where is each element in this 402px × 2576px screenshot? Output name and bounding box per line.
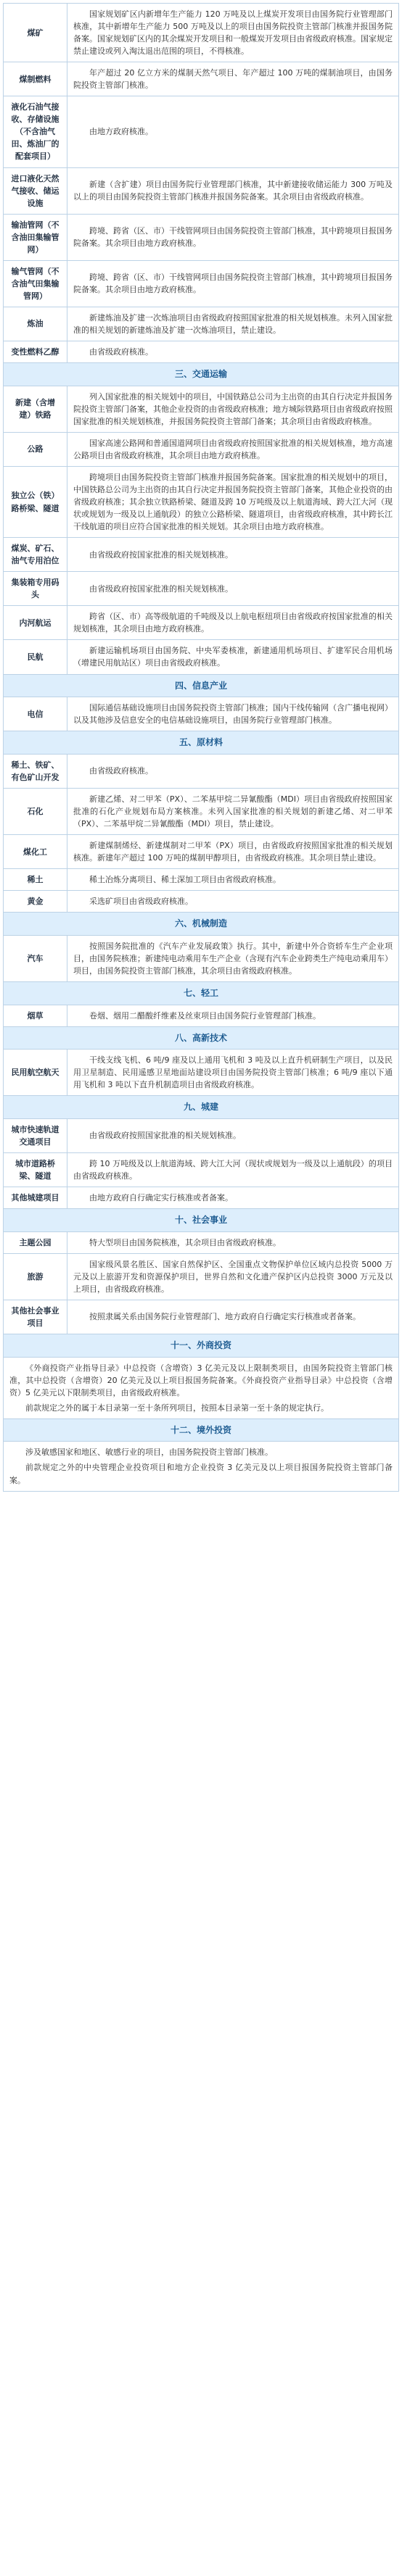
- item-name: 稀土、铁矿、有色矿山开发: [4, 754, 67, 788]
- rule-paragraph: 由省级政府核准。: [89, 766, 153, 776]
- section-note-row: [4, 1357, 399, 1418]
- item-name: 电信: [4, 697, 67, 731]
- item-rule: [67, 1187, 399, 1209]
- section-row: [4, 1418, 399, 1442]
- item-rule: [67, 606, 399, 640]
- item-rule: [67, 466, 399, 537]
- rule-paragraph: 新建炼油及扩建一次炼油项目由省级政府按照国家批准的相关规划核准。未列入国家批准的相关规划的新建炼油及扩建一次炼油项目，禁止建设。: [73, 312, 393, 335]
- item-rule: [67, 891, 399, 913]
- item-rule: [67, 1118, 399, 1152]
- item-rule: [67, 1050, 399, 1096]
- table-row: [4, 62, 399, 96]
- section-row: [4, 913, 399, 936]
- table-row: [4, 1050, 399, 1096]
- rule-paragraph: 前款规定之外的属于本目录第一至十条所列项目，按照本目录第一至十条的规定执行。: [25, 1403, 329, 1413]
- item-name: 输油管网（不含油田集输管网）: [4, 214, 67, 260]
- item-rule: [67, 754, 399, 788]
- rule-paragraph: 由省级政府按国家批准的相关规划核准。: [89, 583, 233, 594]
- catalog-document: [3, 3, 399, 1492]
- table-row: [4, 386, 399, 432]
- item-name: 液化石油气接收、存储设施（不含油气田、炼油厂的配套项目）: [4, 96, 67, 167]
- section-heading: 八、高新技术: [4, 1026, 399, 1050]
- table-row: [4, 432, 399, 466]
- item-rule: [67, 640, 399, 674]
- table-row: [4, 1005, 399, 1026]
- table-row: [4, 697, 399, 731]
- table-row: [4, 341, 399, 363]
- item-rule: [67, 697, 399, 731]
- table-row: [4, 788, 399, 834]
- section-heading: 三、交通运输: [4, 363, 399, 386]
- table-row: [4, 572, 399, 606]
- rule-paragraph: 国家级风景名胜区、国家自然保护区、全国重点文物保护单位区域内总投资 5000 万元及以上旅游开发和资源保护项目，世界自然和文化遗产保护区内总投资 3000 万元及以上项目，由省级政府核准。: [73, 1259, 393, 1294]
- table-row: [4, 260, 399, 307]
- item-name: 黄金: [4, 891, 67, 913]
- section-heading: 十、社会事业: [4, 1209, 399, 1232]
- item-name: 公路: [4, 432, 67, 466]
- item-rule: [67, 341, 399, 363]
- item-rule: [67, 307, 399, 341]
- item-name: 民用航空航天: [4, 1050, 67, 1096]
- rule-paragraph: 按照隶属关系由国务院行业管理部门、地方政府自行确定实行核准或者备案。: [89, 1312, 361, 1322]
- rule-paragraph: 由地方政府核准。: [89, 127, 153, 137]
- rule-paragraph: 列入国家批准的相关规划中的项目，中国铁路总公司为主出资的由其自行决定并报国务院投资主管部门备案，其他企业投资的由省级政府核准；地方城际铁路项目由省级政府按照国家批准的相关规划核准，并报国务院投资主管部门备案；其余项目由省级政府核准。: [73, 391, 393, 426]
- table-row: [4, 1253, 399, 1300]
- item-rule: [67, 1153, 399, 1187]
- item-rule: [67, 935, 399, 981]
- rule-paragraph: 跨境、跨省（区、市）干线管网项目由国务院投资主管部门核准，其中跨境项目报国务院备案。其余项目由地方政府核准。: [73, 226, 393, 249]
- table-row: [4, 1118, 399, 1152]
- item-name: 集装箱专用码头: [4, 572, 67, 606]
- section-row: [4, 1026, 399, 1050]
- rule-paragraph: 年产超过 20 亿立方米的煤制天然气项目、年产超过 100 万吨的煤制油项目，由国务院投资主管部门核准。: [73, 68, 393, 91]
- item-name: 独立公（铁）路桥梁、隧道: [4, 466, 67, 537]
- item-name: 煤制燃料: [4, 62, 67, 96]
- rule-paragraph: 由省级政府核准。: [89, 347, 153, 357]
- rule-paragraph: 新建运输机场项目由国务院、中央军委核准，新建通用机场项目、扩建军民合用机场（增建民用航站区）项目由省级政府核准。: [73, 646, 393, 668]
- rule-paragraph: 国家规划矿区内新增年生产能力 120 万吨及以上煤炭开发项目由国务院行业管理部门核准，其中新增年生产能力 500 万吨及以上的项目由国务院投资主管部门核准并报国务院备案。国家规划矿区内的其余煤炭开发项目和一般煤炭开发项目由省级政府核准。国家规定禁止建设或列入淘汰退出范围的项目，不得核准。: [73, 9, 393, 57]
- item-rule: [67, 1231, 399, 1253]
- section-heading: 六、机械制造: [4, 913, 399, 936]
- item-rule: [67, 167, 399, 214]
- item-name: 稀土: [4, 869, 67, 891]
- rule-paragraph: 新建煤制烯烃、新建煤制对二甲苯（PX）项目，由省级政府按照国家批准的相关规划核准。新建年产超过 100 万吨的煤制甲醇项目，由省级政府核准。其余项目禁止建设。: [73, 841, 393, 863]
- section-heading: 四、信息产业: [4, 674, 399, 697]
- section-heading: 十一、外商投资: [4, 1334, 399, 1358]
- catalog-table: [3, 3, 399, 1492]
- table-row: [4, 835, 399, 869]
- table-row: [4, 96, 399, 167]
- rule-paragraph: 跨省（区、市）高等级航道的千吨级及以上航电枢纽项目由省级政府按国家批准的相关规划核准，其余项目由地方政府核准。: [73, 612, 393, 634]
- section-heading: 七、轻工: [4, 981, 399, 1005]
- rule-paragraph: 国家高速公路网和普通国道网项目由省级政府按照国家批准的相关规划核准，地方高速公路项目由省级政府核准，其余项目由地方政府核准。: [73, 438, 393, 460]
- table-row: [4, 1300, 399, 1334]
- section-note-row: [4, 1442, 399, 1491]
- rule-paragraph: 跨境项目由国务院投资主管部门核准并报国务院备案。国家批准的相关规划中的项目，中国铁路总公司为主出资的由其自行决定并报国务院投资主管部门备案，其他企业投资的由省级政府核准；其余独立铁路桥梁、隧道及跨 10 万吨级及以上航道海域、跨大江大河（现状或规划为一级及以上通航段）的独立公路桥梁、隧道项目，由省级政府核准，其中跨长江干线航道的项目应符合国家批准的相关规划。其余项目由地方政府核准。: [73, 472, 393, 532]
- item-rule: [67, 572, 399, 606]
- item-name: 其他社会事业项目: [4, 1300, 67, 1334]
- section-row: [4, 1096, 399, 1119]
- item-name: 城市道路桥梁、隧道: [4, 1153, 67, 1187]
- item-rule: [67, 1005, 399, 1026]
- table-row: [4, 214, 399, 260]
- item-name: 煤化工: [4, 835, 67, 869]
- item-rule: [67, 788, 399, 834]
- item-name: 变性燃料乙醇: [4, 341, 67, 363]
- rule-paragraph: 新建乙烯、对二甲苯（PX）、二苯基甲烷二异氰酸酯（MDI）项目由省级政府按照国家批准的石化产业规划布局方案核准。未列入国家批准的相关规划的新建乙烯、对二甲苯（PX）、二苯基甲烷二异氰酸酯（MDI）项目，禁止建设。: [73, 794, 393, 828]
- item-rule: [67, 386, 399, 432]
- section-row: [4, 731, 399, 755]
- table-row: [4, 606, 399, 640]
- item-rule: [67, 1253, 399, 1300]
- item-name: 主题公园: [4, 1231, 67, 1253]
- table-row: [4, 167, 399, 214]
- table-row: [4, 640, 399, 674]
- section-row: [4, 674, 399, 697]
- item-name: 旅游: [4, 1253, 67, 1300]
- table-row: [4, 869, 399, 891]
- rule-paragraph: 卷烟、烟用二醋酸纤维素及丝束项目由国务院行业管理部门核准。: [89, 1010, 321, 1021]
- section-row: [4, 981, 399, 1005]
- table-row: [4, 754, 399, 788]
- rule-paragraph: 由省级政府按国家批准的相关规划核准。: [89, 549, 233, 560]
- item-name: 进口液化天然气接收、储运设施: [4, 167, 67, 214]
- rule-paragraph: 新建（含扩建）项目由国务院行业管理部门核准，其中新建接收储运能力 300 万吨及以上的项目由国务院投资主管部门核准并报国务院备案。其余项目由省级政府核准。: [73, 180, 393, 202]
- item-rule: [67, 432, 399, 466]
- rule-paragraph: 前款规定之外的中央管理企业投资项目和地方企业投资 3 亿美元及以上项目报国务院投资主管部门备案。: [9, 1463, 393, 1485]
- item-rule: [67, 869, 399, 891]
- item-rule: [67, 538, 399, 572]
- item-name: 煤炭、矿石、油气专用泊位: [4, 538, 67, 572]
- table-row: [4, 1187, 399, 1209]
- item-name: 新建（含增建）铁路: [4, 386, 67, 432]
- rule-paragraph: 按照国务院批准的《汽车产业发展政策》执行。其中，新建中外合资轿车生产企业项目，由国务院核准；新建纯电动乘用车生产企业（含现有汽车企业跨类生产纯电动乘用车）项目，由国务院投资主管部门核准，其余项目由省级政府核准。: [73, 941, 393, 976]
- table-row: [4, 1231, 399, 1253]
- catalog-table-body: [4, 4, 399, 1492]
- item-rule: [67, 96, 399, 167]
- item-name: 城市快速轨道交通项目: [4, 1118, 67, 1152]
- item-rule: [67, 1300, 399, 1334]
- item-name: 内河航运: [4, 606, 67, 640]
- section-heading: 十二、境外投资: [4, 1418, 399, 1442]
- section-note: [4, 1442, 399, 1491]
- item-name: 民航: [4, 640, 67, 674]
- table-row: [4, 466, 399, 537]
- item-name: 其他城建项目: [4, 1187, 67, 1209]
- rule-paragraph: 涉及敏感国家和地区、敏感行业的项目，由国务院投资主管部门核准。: [25, 1447, 273, 1458]
- item-name: 煤矿: [4, 4, 67, 62]
- item-name: 汽车: [4, 935, 67, 981]
- rule-paragraph: 稀土冶炼分离项目、稀土深加工项目由省级政府核准。: [89, 875, 281, 885]
- table-row: [4, 891, 399, 913]
- table-row: [4, 1153, 399, 1187]
- item-rule: [67, 260, 399, 307]
- rule-paragraph: 由省级政府按照国家批准的相关规划核准。: [89, 1131, 241, 1141]
- rule-paragraph: 采选矿项目由省级政府核准。: [89, 897, 193, 907]
- item-name: 输气管网（不含油气田集输管网）: [4, 260, 67, 307]
- rule-paragraph: 由地方政府自行确定实行核准或者备案。: [89, 1193, 233, 1203]
- item-rule: [67, 835, 399, 869]
- rule-paragraph: 跨 10 万吨级及以上航道海域、跨大江大河（现状或规划为一级及以上通航段）的项目由省级政府核准。: [73, 1159, 393, 1181]
- rule-paragraph: 跨境、跨省（区、市）干线管网项目由国务院投资主管部门核准，其中跨境项目报国务院备案。其余项目由地方政府核准。: [73, 273, 393, 295]
- rule-paragraph: 特大型项目由国务院核准，其余项目由省级政府核准。: [89, 1237, 281, 1247]
- table-row: [4, 307, 399, 341]
- rule-paragraph: 《外商投资产业指导目录》中总投资（含增资）3 亿美元及以上限制类项目，由国务院投资主管部门核准，其中总投资（含增资）20 亿美元及以上项目报国务院备案。《外商投资产业指导目录》中总投资（含增资）5 亿美元以下限制类项目，由省级政府核准。: [9, 1363, 393, 1397]
- section-heading: 五、原材料: [4, 731, 399, 755]
- table-row: [4, 935, 399, 981]
- item-rule: [67, 62, 399, 96]
- section-row: [4, 363, 399, 386]
- item-name: 石化: [4, 788, 67, 834]
- section-note: [4, 1357, 399, 1418]
- table-row: [4, 4, 399, 62]
- section-row: [4, 1209, 399, 1232]
- section-heading: 九、城建: [4, 1096, 399, 1119]
- item-rule: [67, 4, 399, 62]
- item-name: 炼油: [4, 307, 67, 341]
- section-row: [4, 1334, 399, 1358]
- item-rule: [67, 214, 399, 260]
- table-row: [4, 538, 399, 572]
- rule-paragraph: 国际通信基础设施项目由国务院投资主管部门核准；国内干线传输网（含广播电视网）以及其他涉及信息安全的电信基础设施项目，由国务院行业管理部门核准。: [73, 703, 393, 726]
- rule-paragraph: 干线支线飞机、6 吨/9 座及以上通用飞机和 3 吨及以上直升机研制生产项目，以及民用卫星制造、民用遥感卫星地面站建设项目由国务院投资主管部门核准；6 吨/9 座以下通用飞机和 3 吨以下直升机制造项目由省级政府核准。: [73, 1055, 393, 1090]
- item-name: 烟草: [4, 1005, 67, 1026]
